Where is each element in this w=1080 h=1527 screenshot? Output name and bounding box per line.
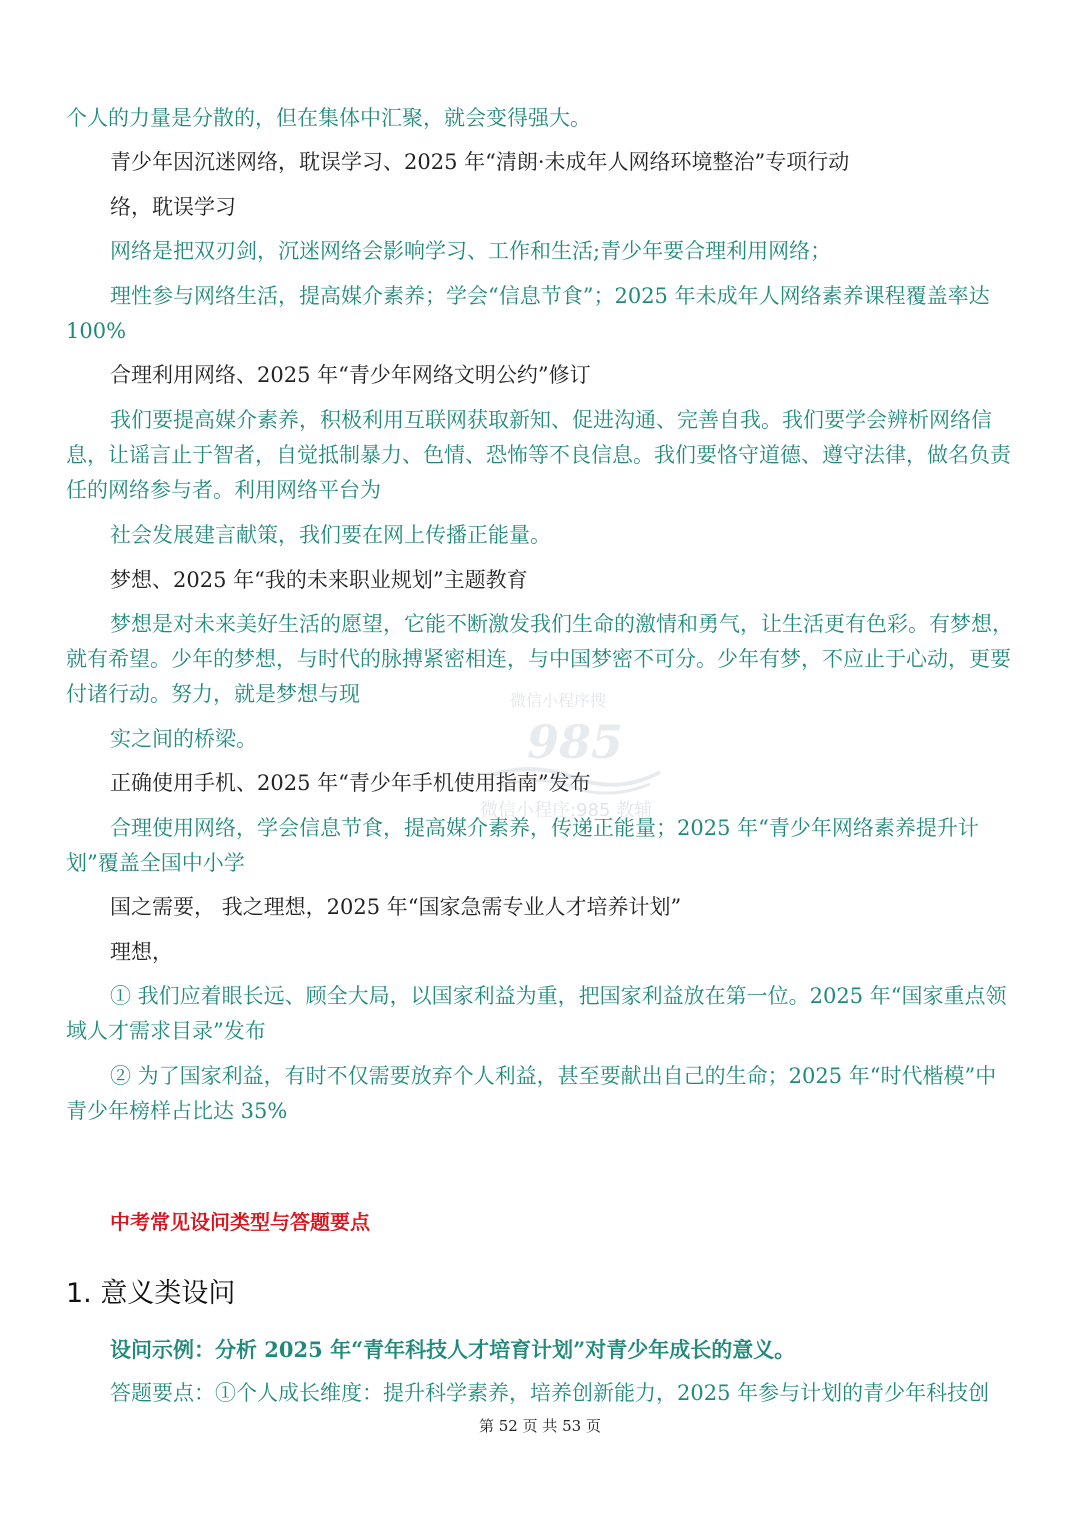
paragraph: 我们要提高媒介素养，积极利用互联网获取新知、促进沟通、完善自我。我们要学会辨析网络信息，让谣言止于智者，自觉抵制暴力、色情、恐怖等不良信息。我们要恪守道德、遵守法律，做名负责任的网络参与者。利用网络平台为 [66, 408, 1011, 502]
paragraph-topic: 梦想、2025 年“我的未来职业规划”主题教育 [110, 568, 528, 592]
paragraph-topic: 青少年因沉迷网络，耽误学习、2025 年“清朗·未成年人网络环境整治”专项行动 [110, 150, 850, 174]
watermark-line1: 微信小程序搜 [510, 691, 607, 710]
question-example: 设问示例：分析 2025 年“青年科技人才培育计划”对青少年成长的意义。 [110, 1337, 796, 1362]
watermark-line2: 微信小程序:985 教辅 [480, 800, 653, 821]
watermark-logo-text: 985 [526, 715, 624, 769]
paragraph: 合理使用网络，学会信息节食，提高媒介素养，传递正能量；2025 年“青少年网络素养提升计划”覆盖全国中小学 [66, 816, 979, 875]
answer-points: 答题要点：①个人成长维度：提升科学素养，培养创新能力，2025 年参与计划的青少年科技创 [110, 1381, 990, 1405]
page-footer: 第 52 页 共 53 页 [478, 1417, 601, 1435]
paragraph-topic: 理想， [110, 940, 173, 964]
paragraph-topic: 络，耽误学习 [110, 195, 236, 219]
paragraph-topic: 国之需要， 我之理想，2025 年“国家急需专业人才培养计划” [110, 895, 682, 919]
paragraph: 理性参与网络生活，提高媒介素养；学会“信息节食”；2025 年未成年人网络素养课程覆盖率达 100% [66, 284, 990, 343]
paragraph: ② 为了国家利益，有时不仅需要放弃个人利益，甚至要献出自己的生命；2025 年“时代楷模”中青少年榜样占比达 35% [66, 1064, 997, 1123]
paragraph: 社会发展建言献策，我们要在网上传播正能量。 [110, 523, 551, 547]
section-title: 中考常见设问类型与答题要点 [110, 1210, 370, 1234]
paragraph: 网络是把双刃剑，沉迷网络会影响学习、工作和生活;青少年要合理利用网络； [110, 239, 832, 263]
heading: 1. 意义类设问 [66, 1278, 236, 1309]
paragraph: 实之间的桥梁。 [110, 727, 257, 751]
paragraph: 梦想是对未来美好生活的愿望，它能不断激发我们生命的激情和勇气，让生活更有色彩。有梦想，就有希望。少年的梦想，与时代的脉搏紧密相连，与中国梦密不可分。少年有梦，不应止于心动，更要付诸行动。努力，就是梦想与现 [66, 612, 1013, 706]
paragraph: ① 我们应着眼长远、顾全大局，以国家利益为重，把国家利益放在第一位。2025 年“国家重点领域人才需求目录”发布 [66, 984, 1007, 1043]
paragraph: 个人的力量是分散的，但在集体中汇聚，就会变得强大。 [66, 106, 591, 130]
paragraph-topic: 合理利用网络、2025 年“青少年网络文明公约”修订 [110, 363, 591, 387]
paragraph-topic: 正确使用手机、2025 年“青少年手机使用指南”发布 [110, 771, 591, 795]
